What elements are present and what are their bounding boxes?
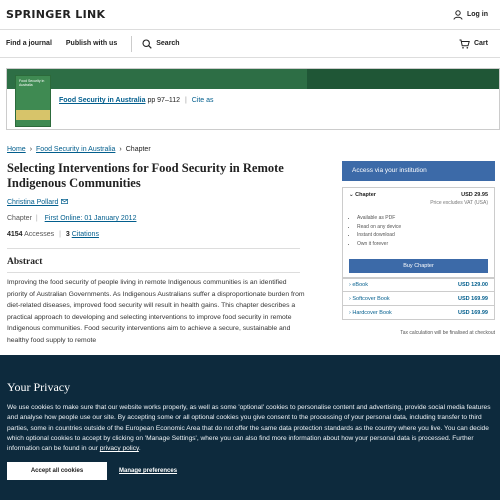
first-online-link[interactable]: First Online: 01 January 2012 [44, 215, 137, 222]
chapter-price: USD 29.95 [461, 192, 488, 198]
author-link[interactable]: Christina Pollard [7, 199, 59, 206]
chapter-label [349, 192, 376, 198]
metrics [7, 231, 99, 238]
top-bar [0, 0, 500, 30]
chevron-right-icon: › [29, 146, 33, 153]
breadcrumb [7, 146, 151, 153]
feature-item: • Available as PDF [357, 214, 488, 223]
abstract-text: Improving the food security of people living in remote Indigenous communities is an identified priority of Australian Governments. As Indigenous Australians suffer a disproportionate burden from diet-related diseases, improved food security will result in health gains. This chapter describes a practical approach to developing and selecting interventions to improve food security in remote Indigenous communities. Food security interventions aim to achieve a secure, sustainable and healthy food supply to remote [7, 279, 305, 344]
cover-strip [16, 110, 50, 120]
privacy-text-end: . [138, 445, 141, 453]
privacy-banner [0, 355, 500, 500]
format-price: USD 129.00 [458, 282, 488, 288]
format-label-text: Softcover Book [352, 295, 390, 302]
chapter-purchase-box [342, 187, 495, 278]
chevron-right-icon: › [349, 295, 353, 302]
citations-count: 3 [65, 231, 70, 238]
info-separator: | [184, 97, 187, 104]
privacy-heading: Your Privacy [7, 380, 71, 394]
chevron-right-icon: › [349, 309, 353, 316]
manage-preferences-link[interactable]: Manage preferences [119, 468, 178, 475]
breadcrumb-home[interactable]: Home [7, 146, 26, 153]
content-type: Chapter [7, 215, 32, 222]
privacy-text-main: We use cookies to make sure that our website works properly, as well as some 'optional' cookies to personalise content and advertising, provide social media features and analyse how people use our site. By accepting some or all optional cookies you give consent to the processing of your personal data, including transfer to third parties, some in countries outside of the European Economic Area that do not offer the same data protection standards as the country where you live. You can decide which optional cookies to accept by clicking on 'Manage Settings', where you can also find more information about how your personal data is processed. Further information can be found in our [7, 404, 491, 453]
book-title-link[interactable]: Food Security in Australia [59, 97, 146, 104]
format-label [349, 296, 390, 302]
login-button[interactable] [453, 10, 488, 20]
accept-cookies-button[interactable]: Accept all cookies [7, 462, 107, 480]
publish-link[interactable]: Publish with us [65, 40, 118, 47]
metrics-separator: | [59, 231, 61, 238]
breadcrumb-book[interactable]: Food Security in Australia [36, 146, 116, 153]
privacy-policy-link[interactable]: privacy policy [99, 445, 139, 453]
chapter-meta [7, 215, 136, 222]
feature-item: • Instant download [357, 231, 488, 240]
citations-link[interactable]: Citations [71, 231, 99, 238]
cart-icon [459, 39, 470, 49]
email-icon[interactable] [61, 199, 68, 204]
breadcrumb-current: Chapter [125, 146, 151, 153]
page-title: Selecting Interventions for Food Security in Remote Indigenous Communities [7, 161, 284, 190]
format-ebook[interactable] [342, 278, 495, 292]
chapter-label-text: Chapter [355, 192, 376, 198]
user-icon [453, 10, 463, 20]
purchase-sidebar [342, 161, 495, 336]
format-list [342, 278, 495, 320]
format-label-text: eBook [352, 282, 368, 288]
meta-separator: | [35, 215, 38, 222]
author-line [7, 199, 68, 206]
chevron-right-icon: › [119, 146, 122, 153]
feature-item: • Own it forever [357, 240, 488, 249]
nav-divider [131, 36, 132, 52]
format-hardcover[interactable] [342, 306, 495, 320]
divider [7, 248, 300, 249]
format-label [349, 282, 368, 288]
book-pages: pp 97–112 [147, 97, 181, 104]
format-label [349, 310, 392, 316]
search-label: Search [156, 40, 180, 47]
format-softcover[interactable] [342, 292, 495, 306]
book-info [59, 97, 214, 104]
login-label: Log in [467, 11, 488, 18]
nav-bar [0, 30, 500, 58]
access-institution-button[interactable]: Access via your institution [342, 161, 495, 181]
tax-note: Tax calculation will be finalised at checkout [400, 330, 495, 336]
privacy-text [7, 403, 493, 454]
vat-note: Price excludes VAT (USA) [430, 200, 488, 206]
buy-chapter-button[interactable]: Buy Chapter [349, 259, 488, 273]
book-banner [6, 68, 500, 130]
springer-link-logo[interactable]: SPRINGER LINK [6, 8, 106, 21]
search-button[interactable] [142, 39, 179, 49]
format-price: USD 169.99 [458, 309, 488, 316]
cart-button[interactable] [459, 39, 488, 49]
chevron-right-icon: › [349, 282, 353, 288]
divider [7, 272, 300, 273]
cart-label: Cart [473, 40, 488, 47]
feature-list [349, 214, 488, 248]
book-cover[interactable] [15, 75, 51, 127]
cite-as-link[interactable]: Cite as [191, 97, 214, 104]
banner-stripe-dark [307, 69, 500, 89]
feature-item: • Read on any device [357, 223, 488, 232]
accesses-count: 4154 [7, 231, 23, 238]
format-price: USD 169.99 [458, 295, 488, 302]
privacy-actions [7, 462, 493, 480]
cover-title: Food Security in Australia [19, 79, 45, 88]
accesses-label: Accesses [24, 231, 55, 238]
format-label-text: Hardcover Book [352, 309, 392, 316]
chevron-down-icon: ⌄ [349, 192, 356, 198]
chapter-price-row[interactable] [349, 192, 488, 198]
find-journal-link[interactable]: Find a journal [6, 40, 52, 47]
search-icon [142, 39, 152, 49]
abstract-heading: Abstract [7, 257, 43, 267]
